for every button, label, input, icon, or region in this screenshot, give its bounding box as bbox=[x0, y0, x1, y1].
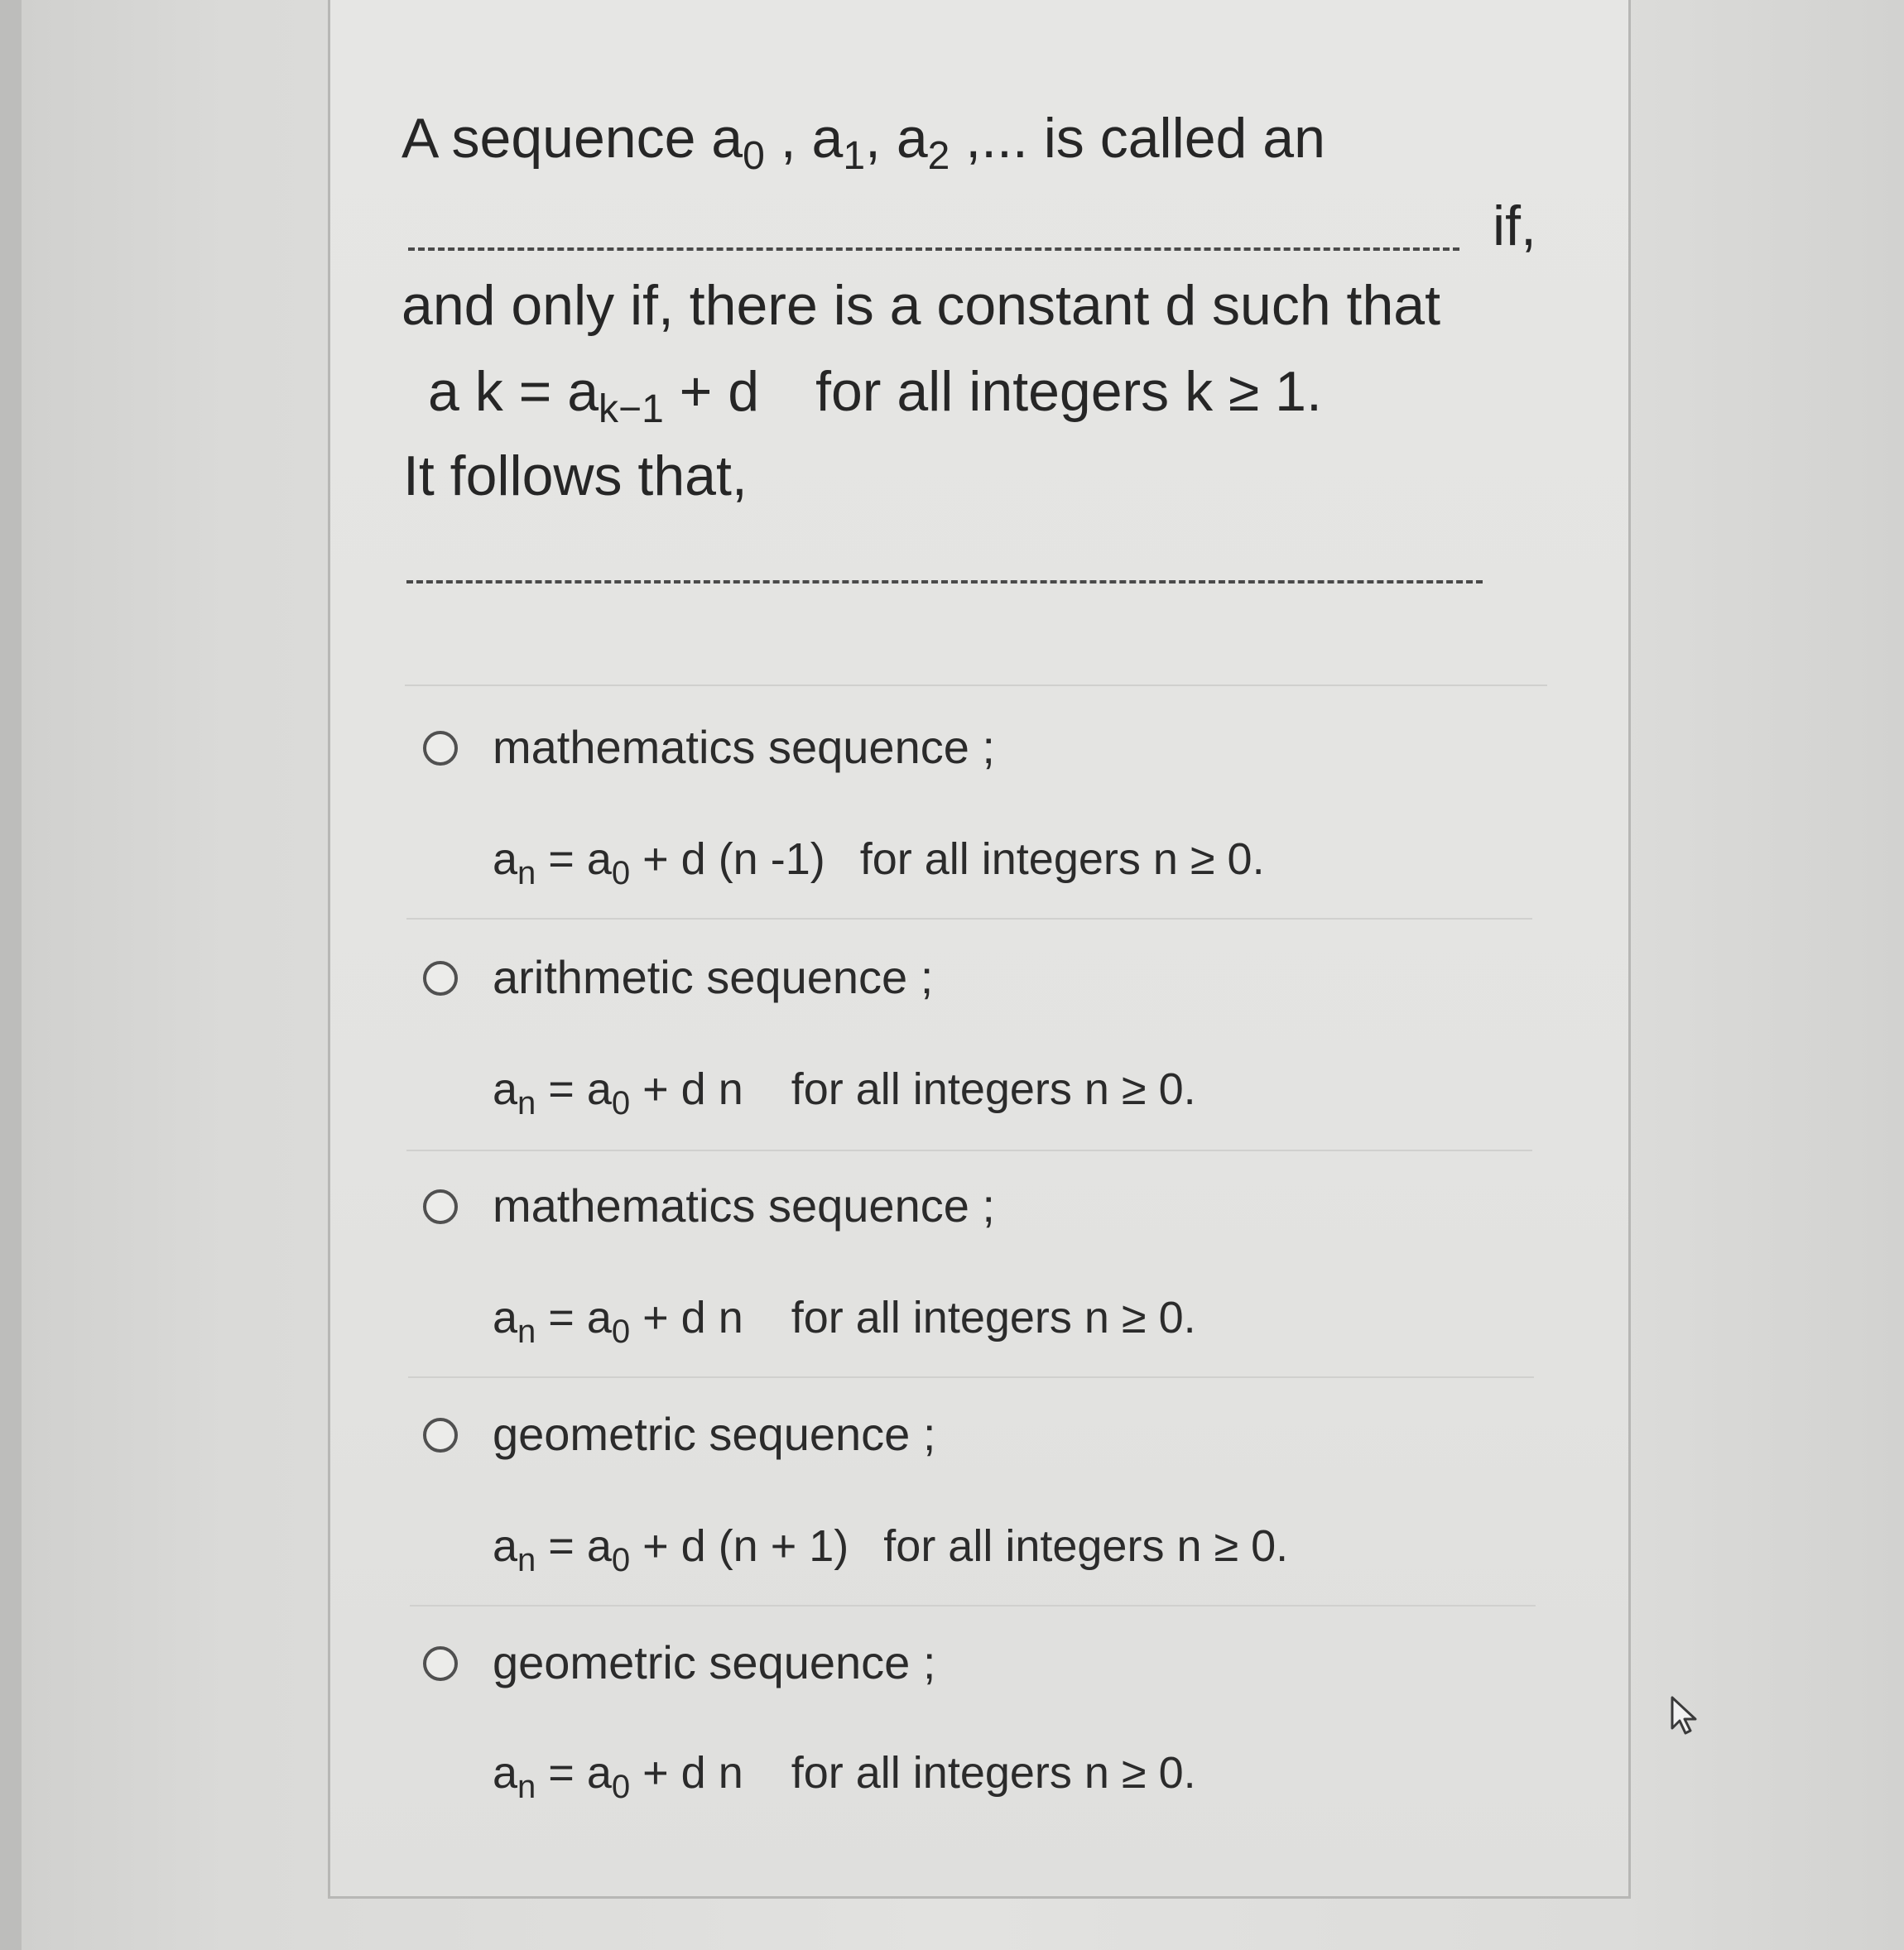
question-panel bbox=[328, 0, 1631, 1899]
formula-condition: for all integers n ≥ 0. bbox=[791, 1748, 1196, 1798]
screen-left-edge bbox=[0, 0, 22, 1950]
radio-button[interactable] bbox=[423, 731, 458, 766]
divider bbox=[408, 1376, 1534, 1378]
answer-blank-1 bbox=[408, 247, 1459, 251]
subscript: 0 bbox=[611, 1085, 631, 1121]
answer-option-3[interactable] bbox=[330, 1170, 1633, 1393]
formula-condition: for all integers k ≥ 1. bbox=[815, 360, 1322, 423]
question-text: ,... is called an bbox=[950, 107, 1325, 170]
question-line-3: and only if, there is a constant d such that bbox=[401, 274, 1440, 337]
question-line-5: It follows that, bbox=[403, 444, 748, 507]
formula-text: a bbox=[493, 1064, 518, 1114]
formula-text: + d n bbox=[630, 1748, 743, 1798]
question-text: A sequence a bbox=[401, 107, 743, 170]
subscript: 1 bbox=[843, 134, 866, 178]
formula-condition: for all integers n ≥ 0. bbox=[883, 1521, 1289, 1571]
option-formula bbox=[493, 1521, 1289, 1578]
answer-blank-2 bbox=[406, 580, 1483, 584]
formula-text: + d (n -1) bbox=[630, 834, 825, 884]
formula-text: a bbox=[493, 834, 518, 884]
subscript: n bbox=[517, 855, 536, 891]
divider bbox=[410, 1605, 1536, 1607]
subscript: 0 bbox=[611, 1542, 631, 1578]
formula-text: + d (n + 1) bbox=[630, 1521, 849, 1571]
question-text: , a bbox=[764, 107, 844, 170]
answer-option-5[interactable] bbox=[330, 1626, 1633, 1850]
subscript: 0 bbox=[611, 855, 631, 891]
formula-text: = a bbox=[536, 1748, 612, 1798]
option-label: geometric sequence ; bbox=[493, 1636, 936, 1688]
answer-option-4[interactable] bbox=[330, 1398, 1633, 1621]
formula-text: = a bbox=[536, 1293, 612, 1342]
option-label: mathematics sequence ; bbox=[493, 721, 995, 773]
mouse-pointer-icon bbox=[1669, 1695, 1702, 1736]
option-formula bbox=[493, 1293, 1196, 1350]
subscript: 0 bbox=[611, 1769, 631, 1805]
answer-option-2[interactable] bbox=[330, 941, 1633, 1165]
option-label: mathematics sequence ; bbox=[493, 1179, 995, 1232]
subscript: n bbox=[517, 1314, 536, 1350]
divider bbox=[406, 918, 1532, 920]
formula-text: a bbox=[493, 1521, 518, 1571]
formula-condition: for all integers n ≥ 0. bbox=[791, 1064, 1196, 1114]
question-line-1 bbox=[401, 107, 1325, 178]
radio-button[interactable] bbox=[423, 961, 458, 996]
question-line-4 bbox=[428, 360, 1322, 431]
formula-text: = a bbox=[536, 1521, 612, 1571]
divider bbox=[406, 1150, 1532, 1151]
subscript: n bbox=[517, 1542, 536, 1578]
formula-text: + d bbox=[663, 360, 760, 423]
formula-condition: for all integers n ≥ 0. bbox=[859, 834, 1265, 884]
formula-text: + d n bbox=[630, 1064, 743, 1114]
formula-text: + d n bbox=[630, 1293, 743, 1342]
subscript: 2 bbox=[927, 134, 950, 178]
option-label: geometric sequence ; bbox=[493, 1408, 936, 1460]
radio-button[interactable] bbox=[423, 1189, 458, 1224]
option-formula bbox=[493, 1748, 1196, 1805]
option-formula bbox=[493, 1064, 1196, 1121]
formula-condition: for all integers n ≥ 0. bbox=[791, 1293, 1196, 1342]
formula-text: = a bbox=[536, 1064, 612, 1114]
subscript: k−1 bbox=[599, 387, 664, 431]
radio-button[interactable] bbox=[423, 1646, 458, 1681]
blank-1-suffix: if, bbox=[1493, 195, 1536, 257]
option-formula bbox=[493, 834, 1265, 891]
formula-text: a k = a bbox=[428, 360, 599, 423]
subscript: n bbox=[517, 1085, 536, 1121]
answer-option-1[interactable] bbox=[330, 709, 1633, 933]
subscript: 0 bbox=[743, 134, 765, 178]
formula-text: = a bbox=[536, 834, 612, 884]
subscript: n bbox=[517, 1769, 536, 1805]
formula-text: a bbox=[493, 1293, 518, 1342]
option-label: arithmetic sequence ; bbox=[493, 951, 934, 1003]
question-text: , a bbox=[865, 107, 928, 170]
divider bbox=[405, 684, 1547, 686]
radio-button[interactable] bbox=[423, 1418, 458, 1453]
formula-text: a bbox=[493, 1748, 518, 1798]
subscript: 0 bbox=[611, 1314, 631, 1350]
